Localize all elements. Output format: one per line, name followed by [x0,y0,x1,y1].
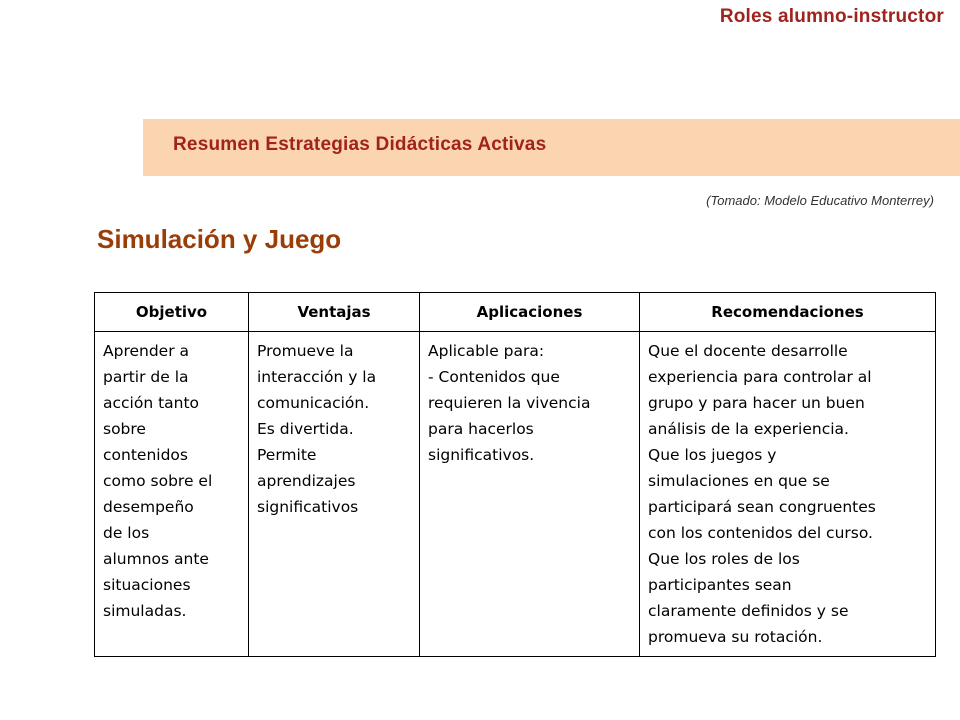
header-recomendaciones: Recomendaciones [640,293,936,332]
table-header-row [95,293,936,332]
cell-objetivo: Aprender a partir de la acción tanto sobre contenidos como sobre el desempeño de los alumnos ante situaciones simuladas. [95,332,249,657]
banner [143,119,960,176]
header-aplicaciones: Aplicaciones [420,293,640,332]
banner-title: Resumen Estrategias Didácticas Activas [173,134,547,155]
source-note: (Tomado: Modelo Educativo Monterrey) [706,193,934,208]
slide-title: Roles alumno-instructor [719,6,944,27]
section-title: Simulación y Juego [97,224,342,254]
cell-recomendaciones: Que el docente desarrolle experiencia para controlar al grupo y para hacer un buen análisis de la experiencia. Que los juegos y simulaciones en que se participará sean congruentes con los contenidos del curso. Que los roles de los participantes sean claramente definidos y se promueva su rotación. [640,332,936,657]
header-objetivo: Objetivo [95,293,249,332]
cell-ventajas: Promueve la interacción y la comunicación. Es divertida. Permite aprendizajes significativos [249,332,420,657]
header-ventajas: Ventajas [249,293,420,332]
table-row [95,332,936,657]
strategy-table [94,292,936,657]
cell-aplicaciones: Aplicable para: - Contenidos que requieren la vivencia para hacerlos significativos. [420,332,640,657]
